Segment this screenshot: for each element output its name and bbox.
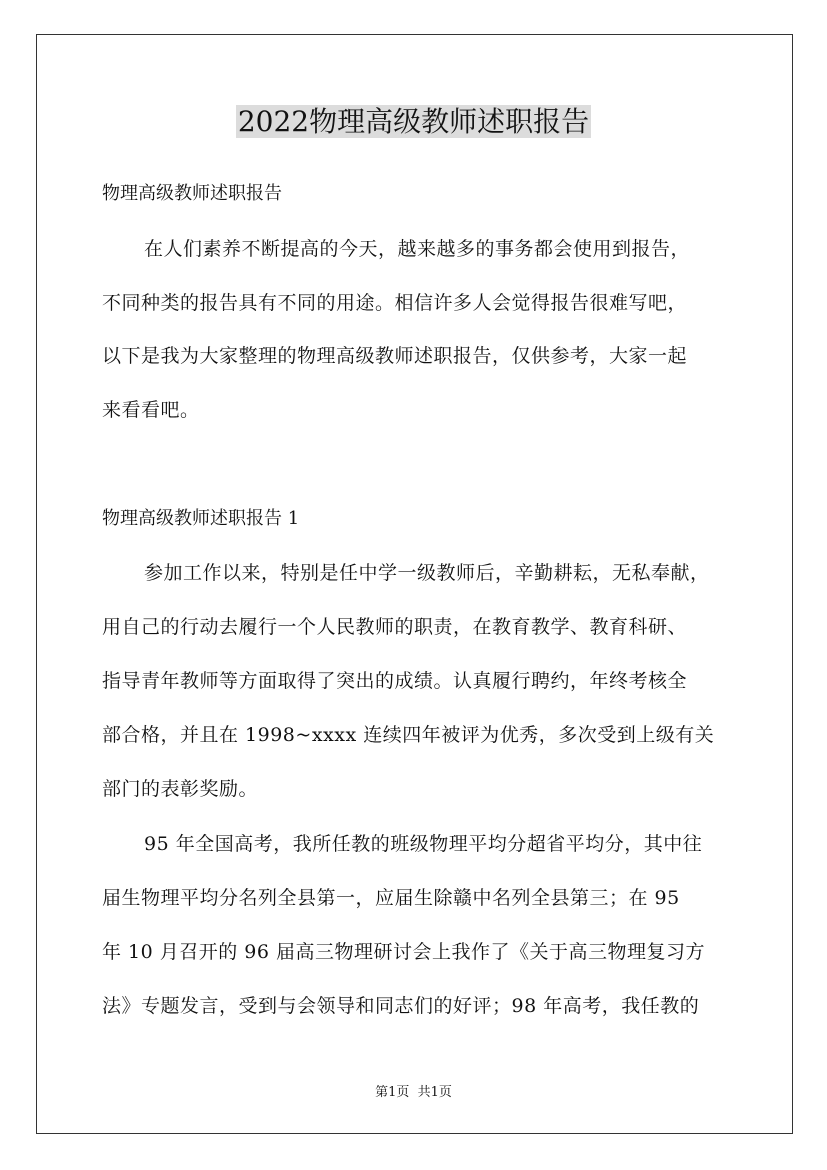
section-1-heading: 物理高级教师述职报告 1 (102, 508, 300, 529)
paragraph-1-line: 用自己的行动去履行一个人民教师的职责，在教育教学、教育科研、 (102, 616, 688, 638)
intro-line: 在人们素养不断提高的今天，越来越多的事务都会使用到报告， (144, 238, 691, 260)
document-title-text: 2022物理高级教师述职报告 (237, 105, 590, 138)
subtitle-heading: 物理高级教师述职报告 (102, 183, 282, 204)
paragraph-2-line: 法》专题发言，受到与会领导和同志们的好评；98 年高考，我任教的 (102, 995, 700, 1017)
paragraph-2-line: 年 10 月召开的 96 届高三物理研讨会上我作了《关于高三物理复习方 (102, 941, 706, 963)
paragraph-2-line: 届生物理平均分名列全县第一，应届生除赣中名列全县第三；在 95 (102, 887, 680, 909)
paragraph-1-line: 部合格，并且在 1998~xxxx 连续四年被评为优秀，多次受到上级有关 (102, 724, 715, 746)
paragraph-2-line: 95 年全国高考，我所任教的班级物理平均分超省平均分，其中往 (144, 833, 703, 855)
intro-line: 以下是我为大家整理的物理高级教师述职报告，仅供参考，大家一起 (102, 345, 688, 367)
paragraph-1-line: 参加工作以来，特别是任中学一级教师后，辛勤耕耘，无私奉献， (144, 562, 710, 584)
intro-line: 不同种类的报告具有不同的用途。相信许多人会觉得报告很难写吧， (102, 292, 688, 314)
document-title (0, 102, 827, 142)
paragraph-1-line: 部门的表彰奖励。 (102, 778, 259, 800)
intro-line: 来看看吧。 (102, 399, 200, 421)
paragraph-1-line: 指导青年教师等方面取得了突出的成绩。认真履行聘约，年终考核全 (102, 670, 688, 692)
page-number-footer: 第1页 共1页 (375, 1085, 452, 1100)
